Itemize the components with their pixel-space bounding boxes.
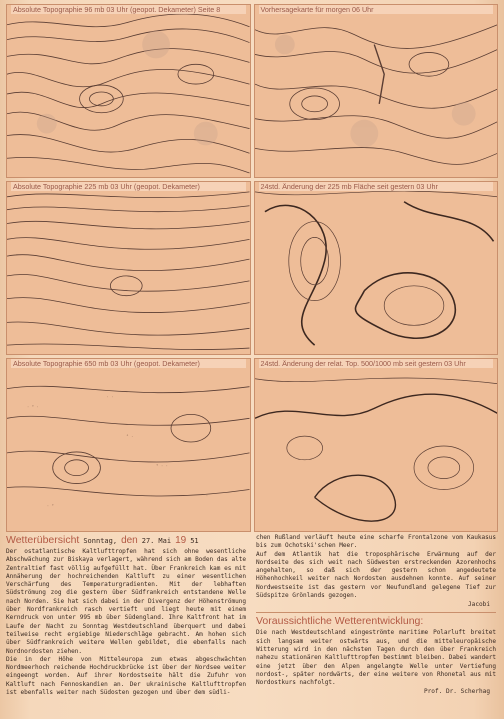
- year-prefix: 19: [175, 535, 187, 546]
- contour-map-2: [255, 5, 498, 177]
- right-column: [256, 534, 496, 715]
- weekday: Sonntag,: [83, 537, 118, 545]
- text-area: [6, 534, 498, 715]
- svg-text:° ·: ° ·: [126, 434, 134, 440]
- map-topography-96mb: [6, 4, 251, 178]
- overview-heading: Wetterübersicht: [6, 534, 80, 546]
- svg-text:· ° ·: · ° ·: [26, 404, 39, 410]
- contour-map-1: [7, 5, 250, 177]
- contour-map-4: [255, 182, 498, 354]
- map-change-500-1000mb: [254, 358, 499, 532]
- year-suffix: 51: [190, 537, 199, 545]
- forecast-paragraph: Die nach Westdeutschland eingeströmte maritime Polarluft breitet sich langsam weiter ostwärts aus, und die mitteleuropäische Witterung wird in den nächsten Tagen durch den über Frankreich nahezu stationären Kaltlufttropfen bestimmt bleiben. Dabei wandert eine jetzt über den Alpen angelangte Welle unter Vertiefung nordost-, später nordwärts, der eine weitere von Rhonetal aus mit Nordostkurs nachfolgt.: [256, 629, 496, 687]
- map-grid: [6, 4, 498, 532]
- contour-map-5: [7, 359, 250, 531]
- contour-map-3: [7, 182, 250, 354]
- den-label: den: [121, 535, 138, 546]
- svg-text:·: ·: [205, 493, 209, 499]
- overview-signature: Jacobi: [467, 601, 490, 609]
- svg-text:° · ·: ° · ·: [156, 463, 169, 469]
- forecast-heading: Voraussichtliche Wetterentwicklung:: [256, 612, 496, 627]
- forecast-signature: Prof. Dr. Scherhag: [423, 688, 490, 696]
- overview-paragraph-1: Der ostatlantische Kaltlufttropfen hat sich ohne wesentliche Abschwächung zur Biskaya verlagert, während sich am Boden das alte Zentraltief fast völlig aufgefüllt hat. Über Frankreich kam es mit Annäherung der hochreichenden Kaltluft zu einer wesentlichen Verschärfung des Temperaturgradienten. Mit der lebhaften Südströmung zog die gestern über Südfrankreich entstandene Welle nach Norden. Sie hat sich dabei in der Divergenz der Höhenströmung über Nordfrankreich rasch vertieft und liegt heute mit einem Kerndruck von unter 995 mb über Südengland. Ihre Kaltfront hat im Laufe der Nacht zu Sonntag Westdeutschland überquert und dabei teilweise recht ergiebige Niederschläge gebracht. Am hohen sich über Südfrankreich weitere Wellen gebildet, die ebenfalls nach Nordnordosten ziehen.: [6, 548, 246, 655]
- contour-map-6: [255, 359, 498, 531]
- overview-continued: chen Rußland verläuft heute eine scharfe Frontalzone vom Kaukasus bis zum Ochotski'schen Meer.: [256, 534, 496, 550]
- map-topography-225mb: [6, 181, 251, 355]
- map-change-225mb: [254, 181, 499, 355]
- day: 27.: [141, 537, 155, 545]
- map-caption: Absolute Topographie 96 mb 03 Uhr (geopot. Dekameter) Seite 8: [11, 5, 246, 14]
- svg-text:· °: · °: [46, 503, 54, 509]
- map-caption: Absolute Topographie 225 mb 03 Uhr (geopot. Dekameter): [11, 182, 246, 191]
- overview-heading-row: [6, 534, 246, 548]
- map-caption: 24std. Änderung der relat. Top. 500/1000 mb seit gestern 03 Uhr: [259, 359, 494, 368]
- map-caption: Vorhersagekarte für morgen 06 Uhr: [259, 5, 494, 14]
- map-caption: 24std. Änderung der 225 mb Fläche seit gestern 03 Uhr: [259, 182, 494, 191]
- svg-text:· ·: · ·: [106, 394, 114, 400]
- left-column: [6, 534, 246, 715]
- map-caption: Absolute Topographie 650 mb 03 Uhr (geopot. Dekameter): [11, 359, 246, 368]
- overview-paragraph-3: Auf dem Atlantik hat die troposphärische Erwärmung auf der Nordseite des sich weit nach Südwesten erstreckenden Azorenhochs angehalten, so daß sich der gestern schon angedeutete Höhenhochkeil weiter nach Nordosten ausdehnen konnte. Auf seiner Nordwestseite ist das gestern vor Neufundland gelegene Tief zur Südspitze Grönlands gezogen.: [256, 550, 496, 600]
- map-forecast-tomorrow: [254, 4, 499, 178]
- overview-paragraph-2: Die in der Höhe von Mitteleuropa zum etwas abgeschwächten Nordmeerhoch reichende Hochdruckbrücke ist über der Nordsee weiter eingeengt worden. Auf ihrer Nordostseite hält die Zufuhr von Kaltluft nach Fennoskandien an. Der ukrainische Kaltlufttropfen ist ebenfalls weiter nach Südosten gezogen und über dem südli-: [6, 655, 246, 697]
- map-topography-650mb: [6, 358, 251, 532]
- month: Mai: [158, 537, 172, 545]
